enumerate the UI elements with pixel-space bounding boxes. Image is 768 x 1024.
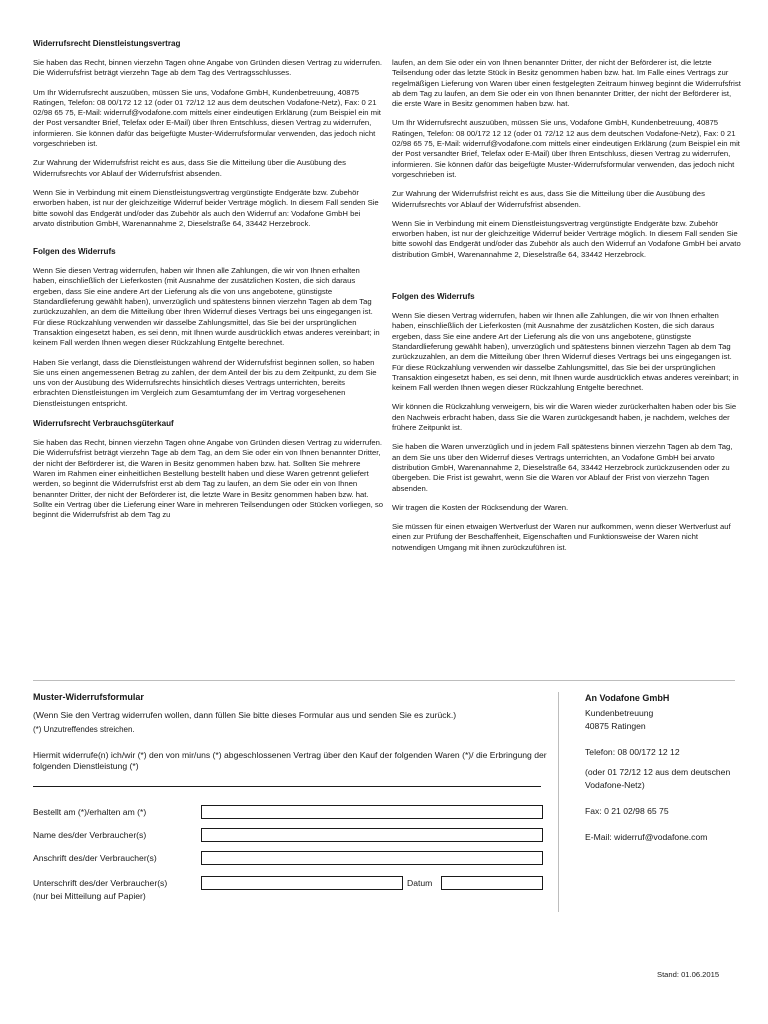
form-column-divider (558, 692, 559, 912)
muster-widerrufsformular (33, 692, 548, 901)
paragraph: Wenn Sie diesen Vertrag widerrufen, haben wir Ihnen alle Zahlungen, die wir von Ihnen erhalten haben, einschließlich der Lieferkosten (mit Ausnahme der zusätzlichen Kosten, die sich daraus ergeben, dass Sie eine andere Art der Lieferung als die von uns angebotene, günstigste Standardlieferung gewählt haben), unverzüglich und spätestens binnen vierzehn Tagen ab dem Tag zurückzuzahlen, an dem die Mitteilung über Ihren Widerruf dieses Vertrags bei uns eingegangen ist. Für diese Rückzahlung verwenden wir dasselbe Zahlungsmittel, das Sie bei der ursprünglichen Transaktion eingesetzt haben, es sei denn, mit Ihnen wurde ausdrücklich etwas anderes vereinbart; in keinem Fall werden Ihnen wegen dieser Rückzahlung Entgelte berechnet. (392, 311, 739, 393)
date-input[interactable] (441, 876, 543, 890)
ordered-label: Bestellt am (*)/erhalten am (*) (33, 807, 147, 817)
heading-folgen-des-widerrufs: Folgen des Widerrufs (392, 292, 475, 302)
paragraph: laufen, an dem Sie oder ein von Ihnen benannter Dritter, der nicht der Beförderer ist, die letzte Teilsendung oder das letzte Stück in Besitz genommen haben bzw. hat. Im Falle eines Vertrags zur regelmäßigen Lieferung von Waren über einen festgelegten Zeitraum hinweg beginnt die Widerrufsfrist ab dem Tag zu laufen, an dem Sie oder ein von Ihnen benannter Dritter, der nicht der Beförderer ist, die erste Ware in Besitz genommen haben bzw. hat. (392, 58, 741, 109)
fax: Fax: 0 21 02/98 65 75 (585, 806, 669, 816)
name-input[interactable] (201, 828, 543, 842)
left-column (33, 38, 383, 529)
right-column (392, 58, 742, 562)
address-input[interactable] (201, 851, 543, 865)
signature-label: Unterschrift des/der Verbraucher(s) (33, 878, 168, 888)
paragraph: Wenn Sie in Verbindung mit einem Dienstleistungsvertrag vergünstigte Endgeräte bzw. Zubehör erworben haben, ist nur der gleichzeitige Widerruf beider Verträge möglich. In diesem Fall senden Sie bitte sowohl das Endgerät und/oder das Zubehör als auch den Widerruf an: Vodafone GmbH bei arvato distribution GmbH, Warenannahme 2, Dieselstraße 64, 33442 Herzebrock. (33, 187, 379, 228)
paragraph: Um Ihr Widerrufsrecht auszuüben, müssen Sie uns, Vodafone GmbH, Kundenbetreuung, 40875 Ratingen, Telefon: 08 00/172 12 12 (oder 01 72/12 12 aus dem deutschen Vodafone-Netz), Fax: 0 21 02/98 65 75, E-Mail: widerruf@vodafone.com mittels einer eindeutigen Erklärung (zum Beispiel ein mit der Post versandter Brief, Telefax oder E-Mail) über Ihren Entschluss, diesen Vertrag zu widerrufen, informieren. Sie können dafür das beigefügte Muster-Widerrufsformular verwenden, das jedoch nicht vorgeschrieben ist. (392, 118, 740, 179)
phone: Telefon: 08 00/172 12 12 (585, 747, 680, 757)
paragraph: Wenn Sie diesen Vertrag widerrufen, haben wir Ihnen alle Zahlungen, die wir von Ihnen erhalten haben, einschließlich der Lieferkosten (mit Ausnahme der zusätzlichen Kosten, die sich daraus ergeben, dass Sie eine andere Art der Lieferung als die von uns angebotene, günstigste Standardlieferung gewählt haben), unverzüglich und spätestens binnen vierzehn Tagen ab dem Tag zurückzuzahlen, an dem die Mitteilung über Ihren Widerruf dieses Vertrags bei uns eingegangen ist. Für diese Rückzahlung verwenden wir dasselbe Zahlungsmittel, das Sie bei der ursprünglichen Transaktion eingesetzt haben, es sei denn, mit Ihnen wurde ausdrücklich etwas anderes vereinbart; in keinem Fall werden Ihnen wegen dieser Rückzahlung Entgelte berechnet. (33, 266, 380, 348)
address-title: An Vodafone GmbH (585, 693, 670, 703)
heading-widerrufsrecht-dienstleistung: Widerrufsrecht Dienstleistungsvertrag (33, 39, 181, 48)
address-label: Anschrift des/der Verbraucher(s) (33, 853, 157, 863)
address-line: Kundenbetreuung (585, 708, 654, 718)
form-note: (*) Unzutreffendes streichen. (33, 725, 135, 734)
date-label: Datum (407, 878, 433, 888)
email: E-Mail: widerruf@vodafone.com (585, 832, 708, 842)
name-label: Name des/der Verbraucher(s) (33, 830, 147, 840)
paragraph: Wenn Sie in Verbindung mit einem Dienstleistungsvertrag vergünstigte Endgeräte bzw. Zubehör erworben haben, ist nur der gleichzeitige Widerruf beider Verträge möglich. In diesem Fall senden Sie bitte sowohl das Endgerät und/oder das Zubehör als auch den Widerruf an Vodafone GmbH bei arvato distribution GmbH, Warenannahme 2, Dieselstraße 64, 33442 Herzebrock. (392, 218, 741, 259)
paragraph: Um Ihr Widerrufsrecht auszuüben, müssen Sie uns, Vodafone GmbH, Kundenbetreuung, 40875 Ratingen, Telefon: 08 00/172 12 12 (oder 01 72/12 12 aus dem deutschen Vodafone-Netz), Fax: 0 21 02/98 65 75, E-Mail: widerruf@vodafone.com mittels einer eindeutigen Erklärung (zum Beispiel ein mit der Post versandter Brief, Telefax oder E-Mail) über Ihren Entschluss, diesen Vertrag zu widerrufen, informieren. Sie können dafür das beigefügte Muster-Widerrufsformular verwenden, das jedoch nicht vorgeschrieben ist. (33, 87, 381, 149)
paragraph: Sie müssen für einen etwaigen Wertverlust der Waren nur aufkommen, wenn dieser Wertverlust auf einen zur Prüfung der Beschaffenheit, Eigenschaften und Funktionsweise der Waren nicht notwendigen Umgang mit ihnen zurückzuführen ist. (392, 522, 731, 552)
form-statement: Hiermit widerrufe(n) ich/wir (*) den von mir/uns (*) abgeschlossenen Vertrag über den Kauf der folgenden Waren (*)/ die Erbringung der folgenden Dienstleistung (*) (33, 749, 547, 771)
paragraph: Sie haben die Waren unverzüglich und in jedem Fall spätestens binnen vierzehn Tagen ab dem Tag, an dem Sie uns über den Widerruf dieses Vertrags unterrichten, an Vodafone GmbH bei arvato distribution GmbH, Warenannahme 2, Dieselstraße 64, 33442 Herzebrock zurückzusenden oder zu übergeben. Die Frist ist gewahrt, wenn Sie die Waren vor Ablauf der Frist von vierzehn Tagen absenden. (392, 442, 733, 493)
heading-widerrufsrecht-verbrauchsgueterkauf: Widerrufsrecht Verbrauchsgüterkauf (33, 419, 174, 429)
paragraph: Zur Wahrung der Widerrufsfrist reicht es aus, dass Sie die Mitteilung über die Ausübung des Widerrufsrechts vor Ablauf der Widerrufsfrist absenden. (33, 158, 346, 178)
section-divider (33, 680, 735, 681)
signature-input[interactable] (201, 876, 403, 890)
signature-note: (nur bei Mitteilung auf Papier) (33, 891, 146, 901)
form-intro: (Wenn Sie den Vertrag widerrufen wollen, dann füllen Sie bitte dieses Formular aus und senden Sie es zurück.) (33, 709, 457, 720)
paragraph: Wir können die Rückzahlung verweigern, bis wir die Waren wieder zurückerhalten haben oder bis Sie den Nachweis erbracht haben, dass Sie die Waren zurückgesandt haben, je nachdem, welches der frühere Zeitpunkt ist. (392, 402, 737, 433)
paragraph: Wir tragen die Kosten der Rücksendung der Waren. (392, 502, 569, 512)
paragraph: Sie haben das Recht, binnen vierzehn Tagen ohne Angabe von Gründen diesen Vertrag zu widerrufen. Die Widerrufsfrist beträgt vierzehn Tage ab dem Tag des Vertragsschlusses. (33, 58, 383, 78)
goods-input-line[interactable] (33, 786, 541, 787)
address-line: 40875 Ratingen (585, 721, 646, 731)
form-title: Muster-Widerrufsformular (33, 692, 144, 702)
heading-folgen-des-widerrufs: Folgen des Widerrufs (33, 247, 116, 257)
phone-alt: (oder 01 72/12 12 aus dem deutschen Vodafone-Netz) (585, 767, 731, 790)
ordered-input[interactable] (201, 805, 543, 819)
paragraph: Haben Sie verlangt, dass die Dienstleistungen während der Widerrufsfrist beginnen sollen, so haben Sie uns einen angemessenen Betrag zu zahlen, der dem Anteil der bis zu dem Zeitpunkt, zu dem Sie uns von der Ausübung des Widerrufsrechts hinsichtlich dieses Vertrags unterrichten, bereits erbrachten Dienstleistungen im Vergleich zum Gesamtumfang der im Vertrag vorgesehenen Dienstleistungen entspricht. (33, 357, 377, 408)
paragraph: Zur Wahrung der Widerrufsfrist reicht es aus, dass Sie die Mitteilung über die Ausübung des Widerrufsrechts vor Ablauf der Widerrufsfrist absenden. (392, 189, 705, 209)
paragraph: Sie haben das Recht, binnen vierzehn Tagen ohne Angabe von Gründen diesen Vertrag zu widerrufen. Die Widerrufsfrist beträgt vierzehn Tage ab dem Tag, an dem Sie oder ein von Ihnen benannter Dritter, der nicht der Beförderer ist, die Waren in Besitz genommen haben bzw. hat. Sollten Sie mehrere Waren im Rahmen einer einheitlichen Bestellung bestellt haben und diese Waren getrennt geliefert werden, so beginnt die Widerrufsfrist erst ab dem Tag zu laufen, an dem Sie oder ein von Ihnen benannter Dritter, der nicht der Beförderer ist, die letzte Ware in Besitz genommen haben bzw. hat. Sollte ein Vertrag über die Lieferung einer Ware in mehreren Teilsendungen oder Stücken vorliegen, so beginnt die Widerrufsfrist ab dem Tag zu (33, 438, 383, 520)
recipient-address (585, 692, 755, 844)
stand-date: Stand: 01.06.2015 (657, 970, 720, 979)
